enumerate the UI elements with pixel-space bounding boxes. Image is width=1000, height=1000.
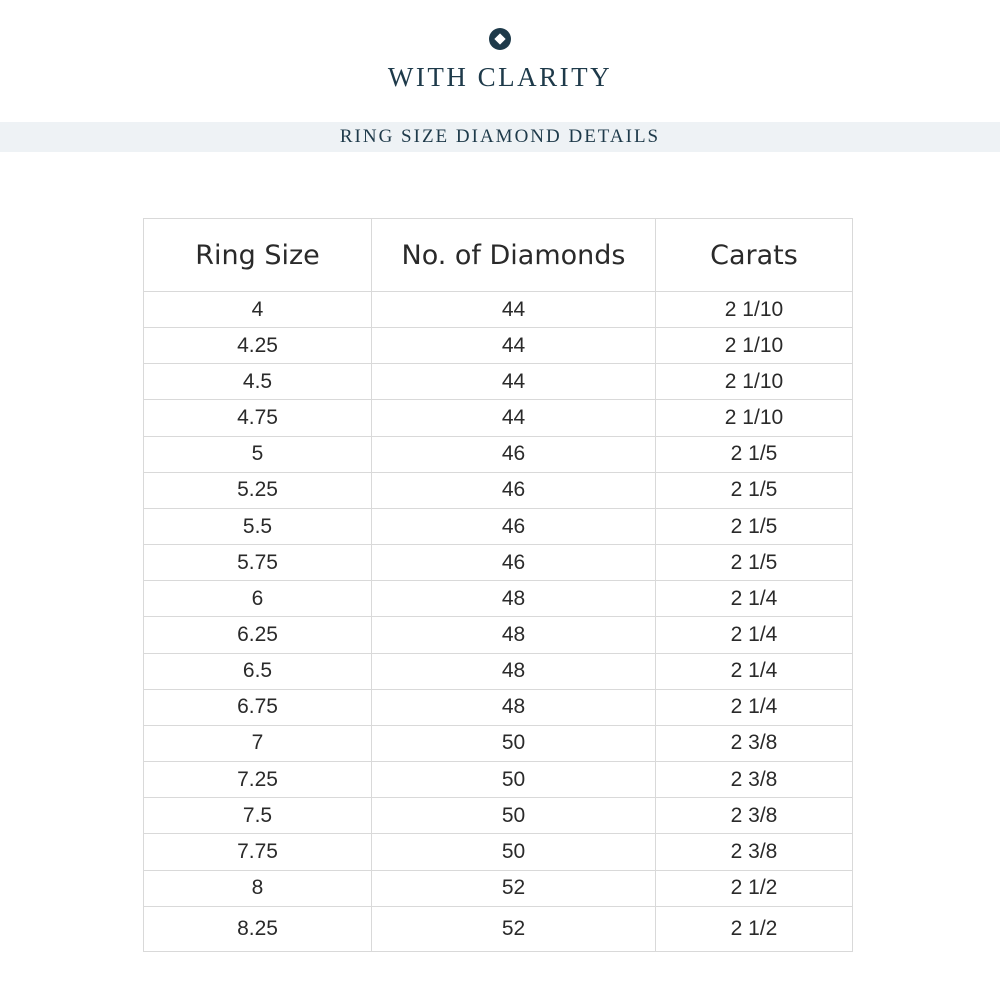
ring-size-cell: 5.5: [144, 508, 372, 544]
table-row: [144, 906, 853, 951]
ring-size-cell: 8.25: [144, 906, 372, 951]
diamond-count-cell: 44: [372, 400, 656, 436]
table-row: [144, 400, 853, 436]
header-carats: Carats: [656, 219, 853, 292]
diamond-count-cell: 50: [372, 762, 656, 798]
carats-cell: 2 3/8: [656, 834, 853, 870]
table-row: [144, 545, 853, 581]
ring-size-cell: 4.5: [144, 364, 372, 400]
brand-name: WITH CLARITY: [387, 62, 613, 92]
table-row: [144, 689, 853, 725]
carats-cell: 2 1/5: [656, 545, 853, 581]
section-banner: [0, 122, 1000, 152]
carats-cell: 2 3/8: [656, 798, 853, 834]
carats-cell: 2 1/5: [656, 508, 853, 544]
table-row: [144, 617, 853, 653]
table-row: [144, 581, 853, 617]
table-body: [144, 292, 853, 952]
table-row: [144, 364, 853, 400]
table-row: [144, 834, 853, 870]
table-row: [144, 292, 853, 328]
ring-size-cell: 4.75: [144, 400, 372, 436]
diamond-count-cell: 52: [372, 870, 656, 906]
ring-size-cell: 7.5: [144, 798, 372, 834]
carats-cell: 2 1/5: [656, 436, 853, 472]
ring-size-cell: 5.25: [144, 472, 372, 508]
carats-cell: 2 1/10: [656, 364, 853, 400]
diamond-circle-icon: [489, 28, 511, 50]
carats-cell: 2 1/10: [656, 328, 853, 364]
ring-size-cell: 5: [144, 436, 372, 472]
carats-cell: 2 1/2: [656, 870, 853, 906]
table-row: [144, 328, 853, 364]
header-row: [144, 219, 853, 292]
ring-size-cell: 7: [144, 725, 372, 761]
diamond-count-cell: 46: [372, 508, 656, 544]
carats-cell: 2 1/4: [656, 581, 853, 617]
diamond-count-cell: 44: [372, 364, 656, 400]
diamond-count-cell: 46: [372, 436, 656, 472]
header-no-of-diamonds: No. of Diamonds: [372, 219, 656, 292]
diamond-count-cell: 48: [372, 617, 656, 653]
diamond-count-cell: 44: [372, 292, 656, 328]
table-row: [144, 472, 853, 508]
ring-size-cell: 6.75: [144, 689, 372, 725]
table-row: [144, 436, 853, 472]
table-row: [144, 508, 853, 544]
table-header: [144, 219, 853, 292]
ring-size-table: [143, 218, 853, 952]
carats-cell: 2 1/10: [656, 400, 853, 436]
carats-cell: 2 1/4: [656, 617, 853, 653]
ring-size-cell: 7.25: [144, 762, 372, 798]
diamond-count-cell: 44: [372, 328, 656, 364]
ring-size-cell: 6.25: [144, 617, 372, 653]
carats-cell: 2 3/8: [656, 725, 853, 761]
diamond-count-cell: 48: [372, 581, 656, 617]
ring-size-cell: 8: [144, 870, 372, 906]
table-row: [144, 798, 853, 834]
diamond-count-cell: 50: [372, 798, 656, 834]
table-row: [144, 725, 853, 761]
table-row: [144, 870, 853, 906]
ring-size-cell: 4.25: [144, 328, 372, 364]
diamond-count-cell: 48: [372, 653, 656, 689]
table-row: [144, 762, 853, 798]
diamond-count-cell: 50: [372, 725, 656, 761]
carats-cell: 2 1/4: [656, 653, 853, 689]
carats-cell: 2 1/2: [656, 906, 853, 951]
table-row: [144, 653, 853, 689]
carats-cell: 2 3/8: [656, 762, 853, 798]
ring-size-cell: 7.75: [144, 834, 372, 870]
diamond-count-cell: 46: [372, 472, 656, 508]
ring-size-cell: 6: [144, 581, 372, 617]
carats-cell: 2 1/4: [656, 689, 853, 725]
carats-cell: 2 1/10: [656, 292, 853, 328]
header-ring-size: Ring Size: [144, 219, 372, 292]
carats-cell: 2 1/5: [656, 472, 853, 508]
ring-size-cell: 6.5: [144, 653, 372, 689]
section-title: RING SIZE DIAMOND DETAILS: [339, 126, 661, 147]
ring-size-cell: 4: [144, 292, 372, 328]
diamond-count-cell: 52: [372, 906, 656, 951]
diamond-count-cell: 48: [372, 689, 656, 725]
ring-size-cell: 5.75: [144, 545, 372, 581]
diamond-count-cell: 50: [372, 834, 656, 870]
diamond-count-cell: 46: [372, 545, 656, 581]
